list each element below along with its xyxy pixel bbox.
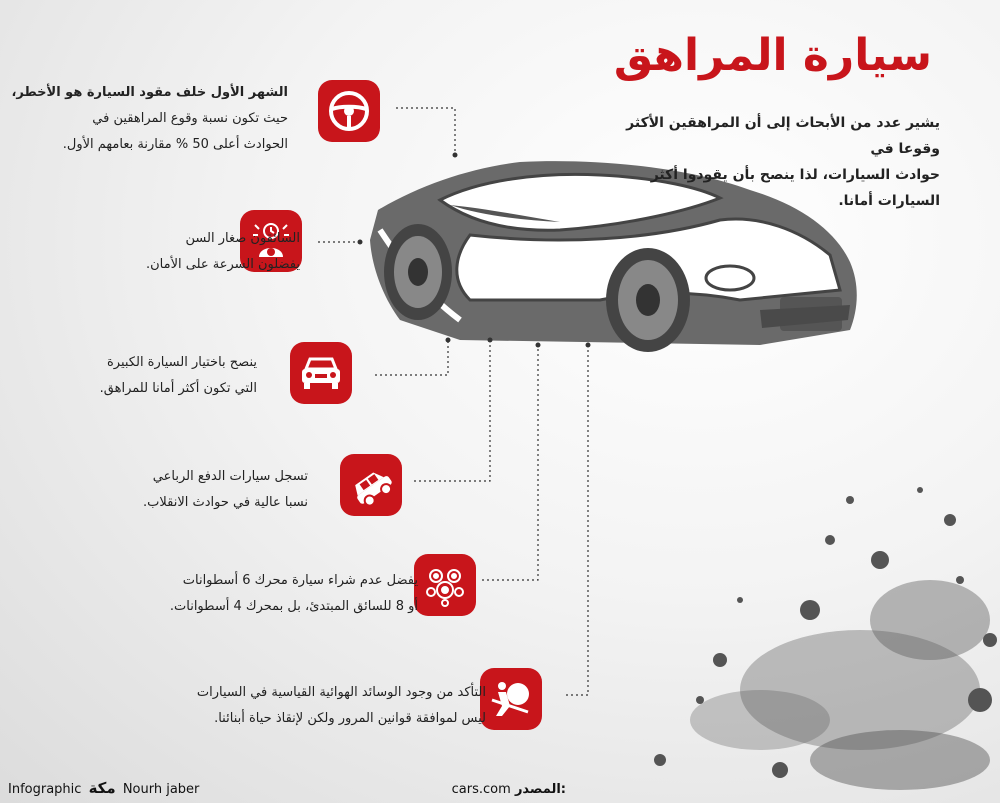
tip-young-drivers <box>146 226 300 278</box>
engine-gears-icon <box>414 554 476 616</box>
ink-splatter <box>654 487 997 790</box>
tip-airbags <box>197 680 486 732</box>
tip-large-car <box>100 350 257 402</box>
tip-line: ينصح باختيار السيارة الكبيرة <box>106 355 257 370</box>
page-title: سيارة المراهق <box>613 30 932 81</box>
tip-line: السائقون صغار السن <box>185 231 300 246</box>
brand-logo: مكة <box>88 779 116 797</box>
car-front-icon <box>290 342 352 404</box>
source-label: المصدر: <box>514 782 566 797</box>
tip-line: يفضل عدم شراء سيارة محرك 6 أسطوانات <box>182 573 418 588</box>
tip-line: الحوادث أعلى 50 % مقارنة بعامهم الأول. <box>62 137 288 152</box>
intro-line: يشير عدد من الأبحاث إلى أن المراهقين الأكثر وقوعا في <box>626 115 940 157</box>
tip-first-month <box>11 80 288 158</box>
tip-line: نسبا عالية في حوادث الانقلاب. <box>143 495 308 510</box>
tip-line: حيث تكون نسبة وقوع المراهقين في <box>92 111 288 126</box>
tip-line: التي تكون أكثر أمانا للمراهق. <box>99 381 257 396</box>
source-value: cars.com <box>451 782 511 797</box>
tip-line: يفضلون السرعة على الأمان. <box>145 257 300 272</box>
tip-line: التأكد من وجود الوسائد الهوائية القياسية في السيارات <box>196 685 486 700</box>
intro-text <box>600 110 940 214</box>
footer-credit <box>8 779 199 797</box>
author-name: Nourh jaber <box>122 782 200 797</box>
tip-line: ليس لموافقة قوانين المرور ولكن لإنقاذ حياة أبنائنا. <box>214 711 486 726</box>
tip-line: تسجل سيارات الدفع الرباعي <box>152 469 308 484</box>
tip-line: أو 8 للسائق المبتدئ، بل بمحرك 4 أسطوانات. <box>169 599 418 614</box>
footer-source <box>452 782 566 797</box>
airbag-icon <box>480 668 542 730</box>
rollover-car-icon <box>340 454 402 516</box>
tip-line: الشهر الأول خلف مقود السيارة هو الأخطر، <box>11 85 288 100</box>
tip-engine-cylinders <box>170 568 418 620</box>
intro-line: حوادث السيارات، لذا ينصح بأن يقودوا أكثر السيارات أمانا. <box>650 167 940 209</box>
tip-suv-rollover <box>143 464 308 516</box>
infographic-label: Infographic <box>8 782 82 797</box>
steering-wheel-icon <box>318 80 380 142</box>
